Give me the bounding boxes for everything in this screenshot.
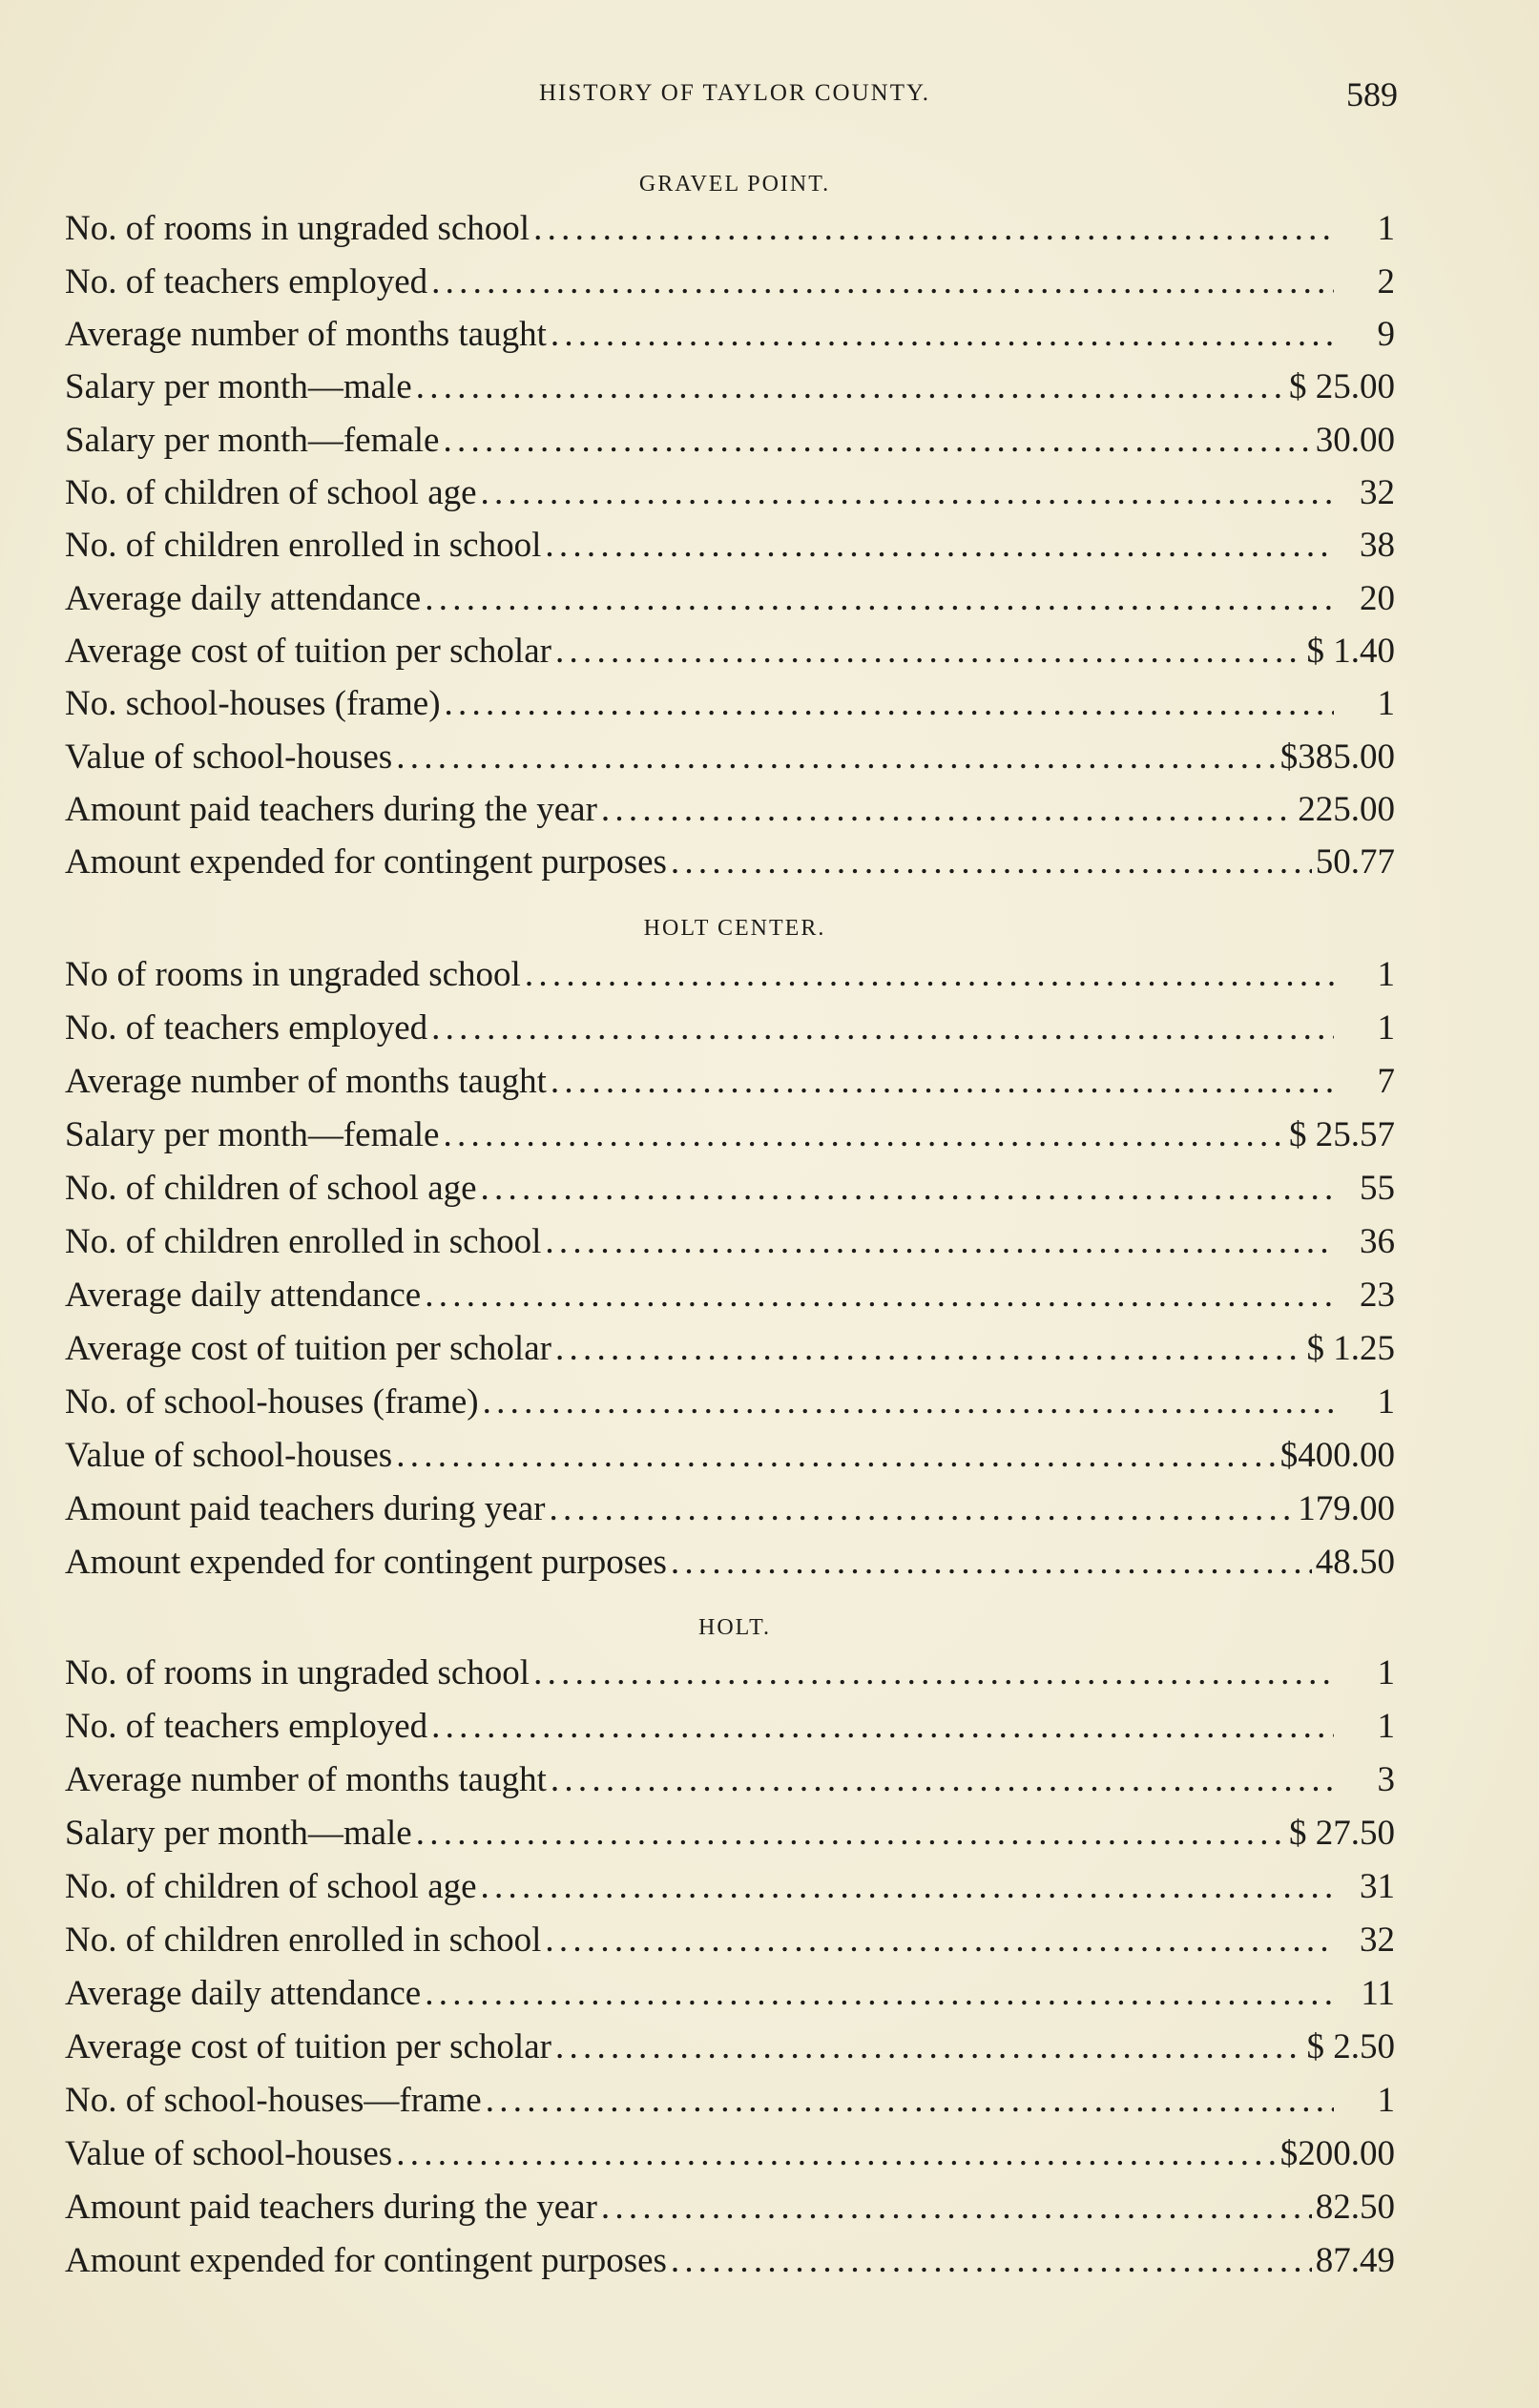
table-row bbox=[65, 1275, 1395, 1324]
row-label: Average daily attendance bbox=[65, 579, 422, 618]
row-value: 87.49 bbox=[1315, 2241, 1395, 2280]
row-label: No. of teachers employed bbox=[65, 1707, 428, 1746]
table-row bbox=[65, 1542, 1395, 1591]
dot-leader bbox=[443, 1114, 1285, 1155]
row-label: No of rooms in ungraded school bbox=[65, 955, 521, 994]
dot-leader bbox=[551, 1061, 1334, 1102]
row-label: Amount expended for contingent purposes bbox=[65, 2241, 667, 2280]
row-label: Salary per month—male bbox=[65, 1814, 412, 1853]
dot-leader bbox=[545, 1920, 1334, 1961]
table-row bbox=[65, 578, 1395, 628]
table-row bbox=[65, 631, 1395, 680]
row-value: 1 bbox=[1377, 684, 1395, 723]
dot-leader bbox=[416, 1813, 1285, 1854]
row-value: $400.00 bbox=[1279, 1436, 1395, 1475]
table-row bbox=[65, 1328, 1395, 1378]
row-value: 36 bbox=[1360, 1222, 1395, 1261]
dot-leader bbox=[555, 1328, 1303, 1369]
table-row bbox=[65, 2080, 1395, 2129]
row-value: 1 bbox=[1377, 209, 1395, 248]
row-value: 1 bbox=[1377, 1008, 1395, 1048]
row-value: 31 bbox=[1360, 1867, 1395, 1906]
table-row bbox=[65, 1706, 1395, 1755]
row-value: 20 bbox=[1360, 579, 1395, 618]
table-row bbox=[65, 1920, 1395, 1969]
row-value: $385.00 bbox=[1279, 737, 1395, 777]
dot-leader bbox=[416, 366, 1285, 407]
row-value: 1 bbox=[1377, 1382, 1395, 1422]
dot-leader bbox=[486, 2080, 1334, 2121]
row-value: 9 bbox=[1377, 315, 1395, 354]
row-value: 38 bbox=[1360, 526, 1395, 565]
table-row bbox=[65, 1168, 1395, 1217]
row-label: Amount paid teachers during the year bbox=[65, 2188, 597, 2227]
table-row bbox=[65, 683, 1395, 733]
row-value: 1 bbox=[1377, 1707, 1395, 1746]
table-row bbox=[65, 261, 1395, 311]
row-label: Salary per month—female bbox=[65, 421, 440, 460]
row-label: No. of teachers employed bbox=[65, 262, 428, 301]
row-label: No. of teachers employed bbox=[65, 1008, 428, 1048]
row-value: $ 1.25 bbox=[1306, 1329, 1395, 1368]
dot-leader bbox=[481, 1168, 1334, 1209]
row-label: No. school-houses (frame) bbox=[65, 684, 441, 723]
table-row bbox=[65, 1866, 1395, 1916]
row-value: $ 25.57 bbox=[1289, 1115, 1395, 1154]
row-label: No. of children of school age bbox=[65, 1169, 477, 1208]
row-value: 55 bbox=[1360, 1169, 1395, 1208]
row-value: 1 bbox=[1377, 2081, 1395, 2120]
row-label: Average number of months taught bbox=[65, 315, 547, 354]
row-value: 225.00 bbox=[1298, 790, 1395, 829]
dot-leader bbox=[431, 1007, 1334, 1048]
row-label: No. of children of school age bbox=[65, 1867, 477, 1906]
row-value: $ 25.00 bbox=[1289, 367, 1395, 406]
row-label: Salary per month—female bbox=[65, 1115, 440, 1154]
table-row bbox=[65, 472, 1395, 522]
dot-leader bbox=[601, 2187, 1312, 2228]
row-label: No. of school-houses—frame bbox=[65, 2081, 482, 2120]
row-label: No. of rooms in ungraded school bbox=[65, 209, 530, 248]
row-value: 2 bbox=[1377, 262, 1395, 301]
table-row bbox=[65, 1652, 1395, 1702]
running-head bbox=[0, 74, 1539, 113]
dot-leader bbox=[671, 1542, 1312, 1583]
dot-leader bbox=[481, 1866, 1334, 1907]
row-label: Average daily attendance bbox=[65, 1974, 422, 2013]
table-row bbox=[65, 1381, 1395, 1431]
table-row bbox=[65, 314, 1395, 363]
table-row bbox=[65, 1759, 1395, 1809]
dot-leader bbox=[425, 1973, 1334, 2014]
dot-leader bbox=[545, 525, 1334, 566]
table-row bbox=[65, 208, 1395, 258]
table-row bbox=[65, 954, 1395, 1004]
dot-leader bbox=[425, 1275, 1334, 1316]
row-label: Average cost of tuition per scholar bbox=[65, 632, 551, 671]
table-row bbox=[65, 1973, 1395, 2023]
row-label: No. of children enrolled in school bbox=[65, 526, 542, 565]
dot-leader bbox=[671, 2240, 1312, 2281]
table-row bbox=[65, 1061, 1395, 1111]
table-row bbox=[65, 2187, 1395, 2236]
row-value: 82.50 bbox=[1315, 2188, 1395, 2227]
running-title: HISTORY OF TAYLOR COUNTY. bbox=[538, 80, 931, 106]
row-value: $ 2.50 bbox=[1306, 2027, 1395, 2066]
dot-leader bbox=[671, 841, 1312, 882]
table-row bbox=[65, 2026, 1395, 2076]
dot-leader bbox=[601, 789, 1294, 830]
table-row bbox=[65, 2240, 1395, 2290]
dot-leader bbox=[396, 737, 1277, 778]
row-value: 3 bbox=[1377, 1760, 1395, 1799]
row-label: No. of school-houses (frame) bbox=[65, 1382, 479, 1422]
row-value: 1 bbox=[1377, 955, 1395, 994]
table-row bbox=[65, 841, 1395, 891]
dot-leader bbox=[555, 2026, 1303, 2067]
row-label: Average number of months taught bbox=[65, 1760, 547, 1799]
row-label: Value of school-houses bbox=[65, 1436, 393, 1475]
row-value: 23 bbox=[1360, 1276, 1395, 1315]
section-heading-holt-center: HOLT CENTER. bbox=[643, 916, 826, 941]
row-label: No. of rooms in ungraded school bbox=[65, 1653, 530, 1692]
row-value: 11 bbox=[1361, 1974, 1395, 2013]
dot-leader bbox=[431, 261, 1334, 302]
table-row bbox=[65, 1813, 1395, 1862]
row-value: 32 bbox=[1360, 473, 1395, 512]
row-label: Average daily attendance bbox=[65, 1276, 422, 1315]
table-row bbox=[65, 1114, 1395, 1164]
dot-leader bbox=[396, 2133, 1277, 2174]
dot-leader bbox=[483, 1381, 1334, 1422]
section-heading-gravel-point: GRAVEL POINT. bbox=[638, 172, 831, 197]
dot-leader bbox=[533, 1652, 1334, 1693]
row-label: No. of children enrolled in school bbox=[65, 1222, 542, 1261]
row-value: 48.50 bbox=[1315, 1543, 1395, 1582]
table-row bbox=[65, 737, 1395, 786]
row-value: 179.00 bbox=[1298, 1489, 1395, 1528]
table-row bbox=[65, 420, 1395, 469]
table-row bbox=[65, 366, 1395, 416]
dot-leader bbox=[396, 1435, 1277, 1476]
row-label: Value of school-houses bbox=[65, 2134, 393, 2173]
dot-leader bbox=[551, 1759, 1334, 1800]
row-value: 7 bbox=[1377, 1062, 1395, 1101]
row-value: $ 1.40 bbox=[1306, 632, 1395, 671]
row-label: Amount paid teachers during year bbox=[65, 1489, 546, 1528]
row-label: Salary per month—male bbox=[65, 367, 412, 406]
row-label: Average cost of tuition per scholar bbox=[65, 1329, 551, 1368]
dot-leader bbox=[549, 1488, 1294, 1529]
dot-leader bbox=[481, 472, 1334, 513]
table-row bbox=[65, 1007, 1395, 1057]
dot-leader bbox=[555, 631, 1303, 672]
row-value: 32 bbox=[1360, 1920, 1395, 1960]
row-value: 50.77 bbox=[1315, 842, 1395, 882]
table-row bbox=[65, 2133, 1395, 2183]
row-value: $200.00 bbox=[1279, 2134, 1395, 2173]
row-label: No. of children enrolled in school bbox=[65, 1920, 542, 1960]
row-label: Value of school-houses bbox=[65, 737, 393, 777]
row-value: $ 27.50 bbox=[1289, 1814, 1395, 1853]
section-heading-holt: HOLT. bbox=[698, 1615, 771, 1640]
table-row bbox=[65, 525, 1395, 574]
table-row bbox=[65, 789, 1395, 839]
table-row bbox=[65, 1435, 1395, 1484]
dot-leader bbox=[443, 420, 1311, 461]
dot-leader bbox=[525, 954, 1334, 995]
dot-leader bbox=[425, 578, 1334, 619]
row-value: 1 bbox=[1377, 1653, 1395, 1692]
row-label: Amount expended for contingent purposes bbox=[65, 1543, 667, 1582]
table-row bbox=[65, 1221, 1395, 1271]
row-value: 30.00 bbox=[1315, 421, 1395, 460]
dot-leader bbox=[533, 208, 1334, 249]
row-label: Average cost of tuition per scholar bbox=[65, 2027, 551, 2066]
row-label: Amount paid teachers during the year bbox=[65, 790, 597, 829]
dot-leader bbox=[545, 1221, 1334, 1262]
dot-leader bbox=[431, 1706, 1334, 1747]
dot-leader bbox=[551, 314, 1334, 355]
table-row bbox=[65, 1488, 1395, 1538]
page-number: 589 bbox=[1346, 75, 1398, 114]
dot-leader bbox=[445, 683, 1334, 724]
row-label: No. of children of school age bbox=[65, 473, 477, 512]
row-label: Average number of months taught bbox=[65, 1062, 547, 1101]
row-label: Amount expended for contingent purposes bbox=[65, 842, 667, 882]
